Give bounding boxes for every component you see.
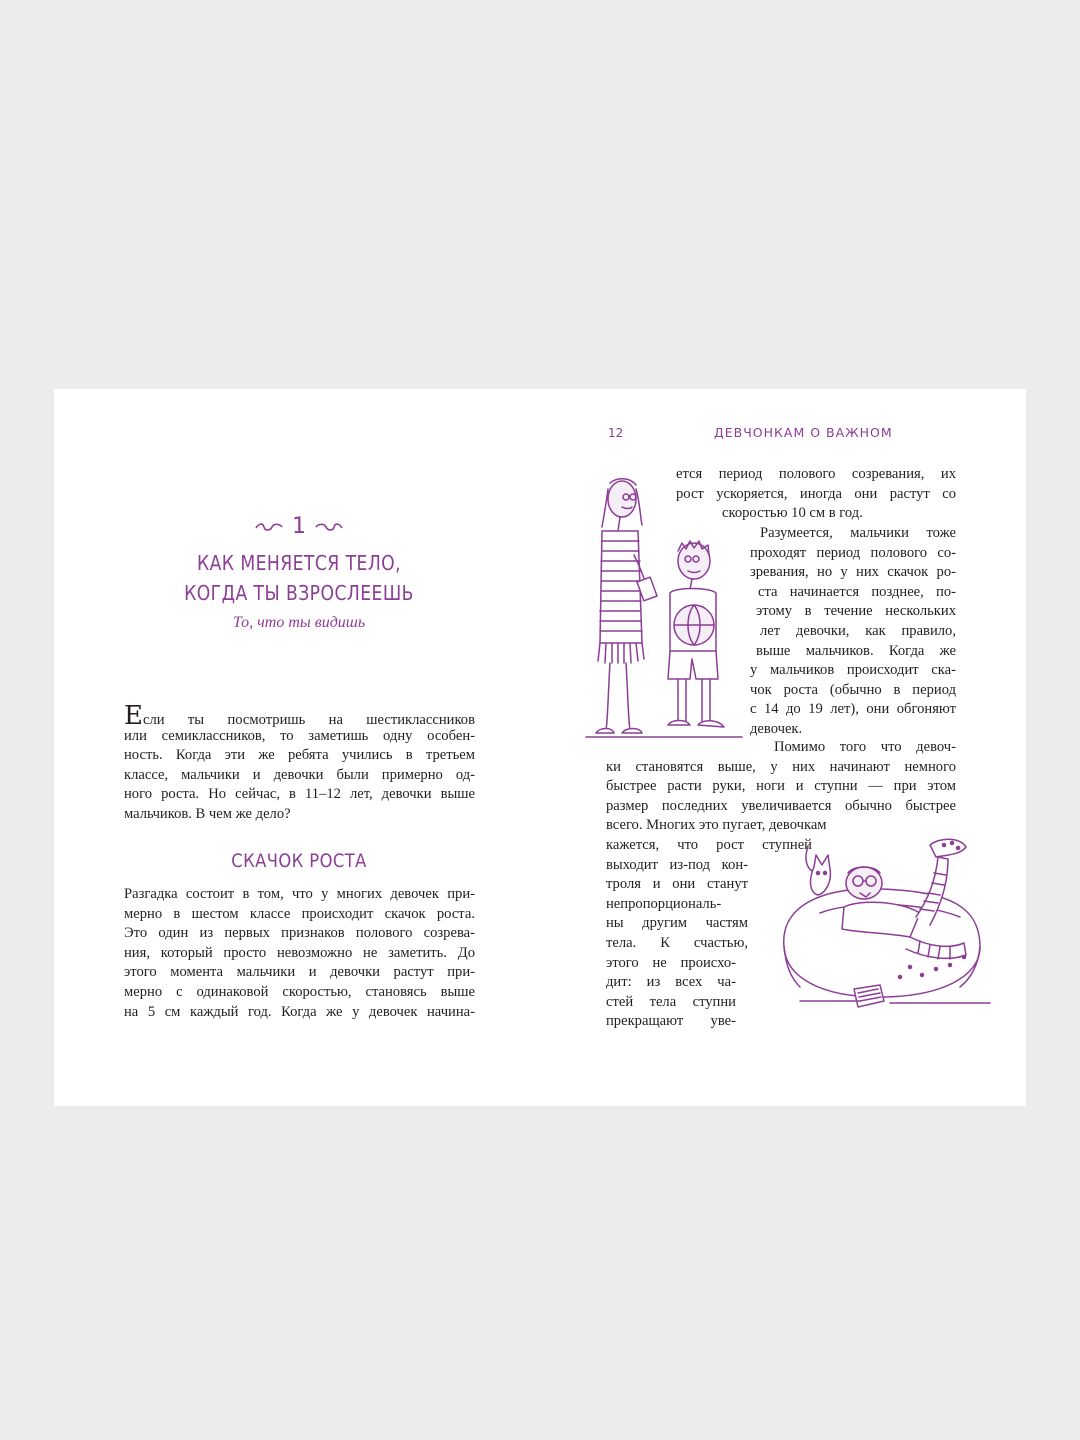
text-line: троля и они станут — [606, 876, 748, 893]
chapter-title-line: КОГДА ТЫ ВЗРОСЛЕЕШЬ — [184, 581, 414, 605]
text-line: ния, который просто невозможно не заметить. До — [124, 944, 475, 961]
text-line: Разумеется, мальчики тоже — [760, 525, 956, 541]
running-head: ДЕВЧОНКАМ О ВАЖНОМ — [714, 425, 893, 440]
text-line: сли ты посмотришь на шестиклассников — [142, 712, 475, 728]
text-line: ны другим частям — [606, 915, 748, 932]
chapter-title — [149, 548, 450, 608]
intro-paragraph — [124, 701, 475, 825]
text-line: ность. Когда эти же ребята учились в третьем — [124, 747, 475, 764]
text-line: мальчиков. В чем же дело? — [124, 805, 291, 822]
right-paragraph-3 — [606, 738, 956, 836]
chapter-subtitle: То, что ты видишь — [232, 614, 366, 631]
text-line: скоростью 10 см в год. — [722, 505, 863, 522]
chapter-number: 1 — [292, 514, 306, 539]
text-line: выходит из-под кон- — [606, 856, 748, 873]
text-line: размер последних увеличивается обычно быстрее — [606, 797, 956, 814]
swirl-ornament-left-icon — [254, 521, 284, 533]
text-line: с 14 до 19 лет), они обгоняют — [750, 701, 956, 718]
section-paragraph — [124, 885, 475, 1022]
right-paragraph-4 — [606, 836, 812, 1032]
text-line: всего. Многих это пугает, девочкам — [606, 817, 827, 834]
text-line: ного роста. Но сейчас, в 11–12 лет, девочки выше — [124, 786, 475, 803]
right-paragraph-1 — [676, 465, 956, 524]
text-line: или семиклассников, то заметишь одну особен- — [124, 727, 475, 744]
text-line: классе, мальчики и девочки были примерно од- — [124, 766, 475, 783]
text-line: мерно с одинаковой скоростью, становясь выше — [124, 983, 475, 1000]
text-line: этого момента мальчики и девочки растут при- — [124, 964, 475, 981]
text-line: ста начинается позднее, по- — [758, 583, 956, 600]
text-line: Разгадка состоит в том, что у многих девочек при- — [124, 886, 475, 902]
text-line: ется период полового созревания, их — [676, 466, 956, 482]
text-line: непропорциональ- — [606, 895, 722, 912]
text-line: тела. К счастью, — [606, 934, 748, 951]
page-number: 12 — [608, 426, 624, 440]
right-paragraph-2 — [750, 524, 956, 740]
text-line: Помимо того что девоч- — [774, 739, 956, 755]
text-line: проходят период полового со- — [750, 544, 956, 561]
text-line: девочек. — [750, 720, 803, 737]
text-line: чок роста (обычно в период — [750, 681, 956, 698]
text-line: прекращают уве- — [606, 1013, 736, 1030]
text-line: зревания, но у них скачок ро- — [750, 564, 956, 581]
text-line: этого не происхо- — [606, 954, 736, 971]
text-line: рост ускоряется, иногда они растут со — [676, 485, 956, 502]
text-line: мерно в шестом классе происходит скачок роста. — [124, 905, 475, 922]
dropcap: Е — [124, 701, 143, 731]
text-line: ки становятся выше, у них начинают немного — [606, 758, 956, 775]
text-line: на 5 см каждый год. Когда же у девочек начина- — [124, 1003, 475, 1020]
text-line: дит: из всех ча- — [606, 974, 736, 991]
chapter-heading — [124, 514, 474, 632]
swirl-ornament-right-icon — [314, 521, 344, 533]
text-line: Это один из первых признаков полового созрева- — [124, 925, 475, 942]
book-spread — [54, 389, 1026, 1106]
text-line: этому в течение нескольких — [756, 603, 956, 620]
girl-reading-on-cushion-illustration — [760, 837, 1004, 1027]
chapter-title-line: КАК МЕНЯЕТСЯ ТЕЛО, — [196, 551, 402, 575]
text-line: выше мальчиков. Когда же — [756, 642, 956, 659]
section-title: СКАЧОК РОСТА — [231, 850, 367, 872]
chapter-number-row — [124, 514, 474, 540]
text-line: у мальчиков происходит ска- — [750, 662, 956, 679]
text-line: лет девочки, как правило, — [760, 622, 956, 639]
text-line: быстрее расти руки, ноги и ступни — при этом — [606, 778, 956, 795]
text-line: стей тела ступни — [606, 993, 736, 1010]
text-line: кажется, что рост ступней — [606, 837, 812, 853]
